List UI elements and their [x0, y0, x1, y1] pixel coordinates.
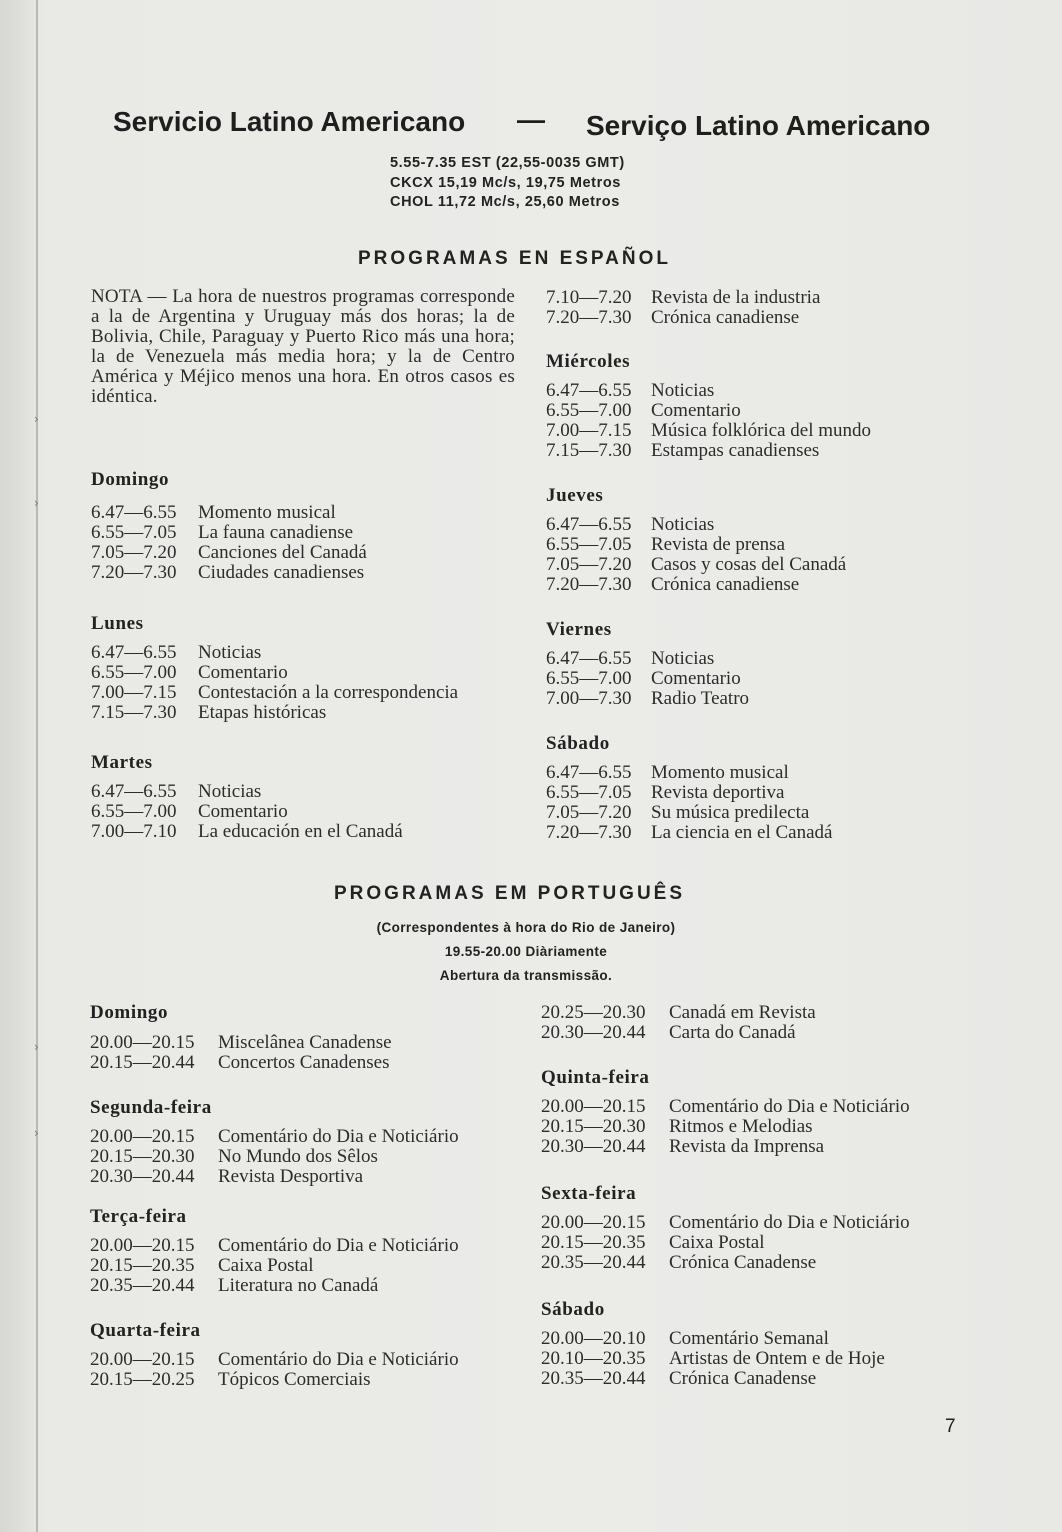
program-title: Canciones del Canadá — [198, 542, 367, 563]
schedule-row — [91, 703, 458, 723]
schedule-row — [546, 288, 820, 308]
time-range: 6.47—6.55 — [546, 648, 632, 669]
schedule-row — [90, 1053, 392, 1073]
program-title: Comentário do Dia e Noticiário — [669, 1096, 910, 1117]
schedule-list — [541, 1213, 910, 1273]
time-range: 7.20—7.30 — [546, 307, 632, 328]
schedule-row — [541, 1003, 816, 1023]
schedule-row — [546, 649, 749, 669]
schedule-row — [546, 421, 871, 441]
program-title: Comentário do Dia e Noticiário — [218, 1349, 459, 1370]
program-title: Crónica Canadense — [669, 1252, 817, 1273]
time-range: 6.47—6.55 — [91, 502, 177, 523]
day-heading: Sábado — [541, 1299, 605, 1320]
schedule-list — [90, 1236, 459, 1296]
title-spanish: Servicio Latino Americano — [113, 106, 466, 137]
schedule-row — [546, 555, 846, 575]
time-range: 7.20—7.30 — [91, 562, 177, 583]
time-range: 20.00—20.15 — [90, 1235, 195, 1256]
schedule-row — [91, 563, 367, 583]
time-range: 6.55—7.00 — [546, 668, 632, 689]
time-range: 20.15—20.30 — [90, 1146, 195, 1167]
section-title-portuguese: PROGRAMAS EM PORTUGUÊS — [334, 883, 686, 904]
program-title: Radio Teatro — [651, 688, 750, 709]
time-range: 7.00—7.30 — [546, 688, 632, 709]
page-number: 7 — [945, 1416, 956, 1437]
program-title: Literatura no Canadá — [218, 1275, 379, 1296]
schedule-row — [546, 308, 820, 328]
schedule-row — [90, 1167, 459, 1187]
schedule-row — [91, 523, 367, 543]
program-title: Revista da Imprensa — [669, 1136, 825, 1157]
schedule-list — [91, 503, 367, 583]
time-range: 6.47—6.55 — [546, 514, 632, 535]
section-title-spanish: PROGRAMAS EN ESPAÑOL — [358, 248, 672, 269]
time-range: 6.47—6.55 — [91, 781, 177, 802]
schedule-row — [91, 683, 458, 703]
title-separator: — — [517, 104, 545, 135]
schedule-row — [90, 1276, 459, 1296]
program-title: Artistas de Ontem e de Hoje — [669, 1348, 885, 1369]
time-range: 6.55—7.00 — [546, 400, 632, 421]
time-range: 20.35—20.44 — [90, 1275, 195, 1296]
program-title: Revista de la industria — [651, 287, 821, 308]
schedule-row — [546, 803, 832, 823]
margin-mark: › — [34, 1126, 39, 1140]
schedule-row — [91, 503, 367, 523]
program-title: Ciudades canadienses — [198, 562, 365, 583]
program-title: Crónica canadiense — [651, 307, 800, 328]
program-title: Concertos Canadenses — [218, 1052, 390, 1073]
time-range: 7.15—7.30 — [91, 702, 177, 723]
day-heading: Quarta-feira — [90, 1320, 201, 1341]
program-title: Miscelânea Canadense — [218, 1032, 392, 1053]
program-title: Momento musical — [198, 502, 336, 523]
schedule-list — [90, 1033, 392, 1073]
time-range: 20.35—20.44 — [541, 1252, 646, 1273]
time-range: 20.30—20.44 — [541, 1022, 646, 1043]
frequency-chol: CHOL 11,72 Mc/s, 25,60 Metros — [390, 194, 620, 210]
program-title: Revista Desportiva — [218, 1166, 364, 1187]
schedule-row — [546, 689, 749, 709]
schedule-list — [541, 1097, 910, 1157]
portuguese-opening: Abertura da transmissão. — [439, 968, 613, 983]
margin-mark: › — [34, 1040, 39, 1054]
schedule-row — [90, 1236, 459, 1256]
page-spine — [36, 0, 38, 1532]
time-range: 7.05—7.20 — [546, 554, 632, 575]
time-range: 20.35—20.44 — [541, 1368, 646, 1389]
schedule-row — [546, 515, 846, 535]
program-title: Noticias — [651, 514, 715, 535]
program-title: Estampas canadienses — [651, 440, 820, 461]
schedule-row — [541, 1253, 910, 1273]
program-title: Caixa Postal — [669, 1232, 765, 1253]
time-range: 20.30—20.44 — [90, 1166, 195, 1187]
schedule-row — [546, 535, 846, 555]
schedule-row — [90, 1033, 392, 1053]
schedule-row — [541, 1349, 885, 1369]
time-range: 20.15—20.25 — [90, 1369, 195, 1390]
schedule-row — [546, 783, 832, 803]
program-title: No Mundo dos Sêlos — [218, 1146, 378, 1167]
schedule-row — [91, 822, 403, 842]
time-range: 20.15—20.35 — [541, 1232, 646, 1253]
time-range: 20.00—20.15 — [90, 1032, 195, 1053]
schedule-list — [91, 643, 458, 723]
schedule-row — [546, 381, 871, 401]
day-heading: Domingo — [90, 1002, 169, 1023]
program-title: Noticias — [198, 642, 262, 663]
day-heading: Jueves — [546, 485, 604, 506]
schedule-list — [546, 515, 846, 595]
program-title: Comentario — [198, 801, 288, 822]
program-title: Comentário do Dia e Noticiário — [218, 1235, 459, 1256]
program-title: La fauna canadiense — [198, 522, 354, 543]
time-range: 20.00—20.15 — [90, 1349, 195, 1370]
schedule-row — [90, 1127, 459, 1147]
time-range: 6.55—7.05 — [91, 522, 177, 543]
day-heading: Martes — [91, 752, 153, 773]
portuguese-subtitle: (Correspondentes à hora do Rio de Janeiro) — [376, 920, 676, 935]
program-title: Su música predilecta — [651, 802, 810, 823]
time-range: 6.47—6.55 — [546, 380, 632, 401]
program-title: Comentário do Dia e Noticiário — [669, 1212, 910, 1233]
time-range: 7.00—7.15 — [546, 420, 632, 441]
schedule-row — [546, 669, 749, 689]
schedule-row — [546, 575, 846, 595]
time-range: 20.00—20.15 — [90, 1126, 195, 1147]
schedule-list — [546, 288, 820, 328]
time-range: 7.20—7.30 — [546, 822, 632, 843]
time-range: 20.15—20.44 — [90, 1052, 195, 1073]
day-heading: Segunda-feira — [90, 1097, 212, 1118]
schedule-list — [90, 1127, 459, 1187]
time-range: 20.30—20.44 — [541, 1136, 646, 1157]
schedule-list — [546, 381, 871, 461]
program-title: Comentario — [651, 668, 741, 689]
schedule-list — [546, 649, 749, 709]
day-heading: Quinta-feira — [541, 1067, 650, 1088]
program-title: Noticias — [651, 648, 715, 669]
day-heading: Lunes — [91, 613, 144, 634]
title-portuguese: Serviço Latino Americano — [586, 110, 931, 141]
schedule-row — [546, 441, 871, 461]
time-range: 7.05—7.20 — [546, 802, 632, 823]
day-heading: Viernes — [546, 619, 612, 640]
program-title: Noticias — [651, 380, 715, 401]
schedule-row — [541, 1117, 910, 1137]
program-title: Momento musical — [651, 762, 789, 783]
schedule-row — [546, 823, 832, 843]
schedule-list — [541, 1329, 885, 1389]
program-title: Carta do Canadá — [669, 1022, 796, 1043]
schedule-list — [546, 763, 832, 843]
broadcast-time: 5.55-7.35 EST (22,55-0035 GMT) — [390, 155, 625, 171]
note-paragraph: NOTA — La hora de nuestros programas corresponde a la de Argentina y Uruguay más dos horas; la de Bolivia, Chile, Paraguay y Puerto Rico más una hora; la de Venezuela más media hora; y la de Centro América y Méjico menos una hora. En otros casos es idéntica. — [91, 286, 515, 407]
time-range: 20.00—20.15 — [541, 1212, 646, 1233]
schedule-row — [91, 802, 403, 822]
schedule-row — [90, 1147, 459, 1167]
time-range: 20.00—20.10 — [541, 1328, 646, 1349]
time-range: 6.55—7.00 — [91, 662, 177, 683]
program-title: Comentário do Dia e Noticiário — [218, 1126, 459, 1147]
schedule-row — [90, 1256, 459, 1276]
program-title: Ritmos e Melodias — [669, 1116, 813, 1137]
time-range: 20.10—20.35 — [541, 1348, 646, 1369]
program-title: Noticias — [198, 781, 262, 802]
time-range: 6.55—7.05 — [546, 534, 632, 555]
schedule-row — [91, 782, 403, 802]
program-title: Música folklórica del mundo — [651, 420, 872, 441]
schedule-row — [546, 763, 832, 783]
day-heading: Domingo — [91, 469, 170, 490]
program-title: Etapas históricas — [198, 702, 327, 723]
time-range: 7.05—7.20 — [91, 542, 177, 563]
day-heading: Sexta-feira — [541, 1183, 637, 1204]
day-heading: Sábado — [546, 733, 610, 754]
program-title: Casos y cosas del Canadá — [651, 554, 847, 575]
margin-mark: › — [34, 412, 39, 426]
program-title: Tópicos Comerciais — [218, 1369, 371, 1390]
schedule-list — [90, 1350, 459, 1390]
time-range: 7.10—7.20 — [546, 287, 632, 308]
program-title: Comentario — [198, 662, 288, 683]
time-range: 20.00—20.15 — [541, 1096, 646, 1117]
program-title: Canadá em Revista — [669, 1002, 816, 1023]
time-range: 7.00—7.15 — [91, 682, 177, 703]
program-title: La ciencia en el Canadá — [651, 822, 833, 843]
portuguese-daily: 19.55-20.00 Diàriamente — [444, 944, 608, 959]
time-range: 6.55—7.00 — [91, 801, 177, 822]
program-title: Contestación a la correspondencia — [198, 682, 459, 703]
schedule-row — [541, 1097, 910, 1117]
program-title: Revista deportiva — [651, 782, 785, 803]
program-title: Comentario — [651, 400, 741, 421]
schedule-row — [541, 1137, 910, 1157]
schedule-row — [91, 663, 458, 683]
program-title: Comentário Semanal — [669, 1328, 829, 1349]
day-heading: Miércoles — [546, 351, 631, 372]
program-title: La educación en el Canadá — [198, 821, 403, 842]
schedule-row — [541, 1023, 816, 1043]
time-range: 6.47—6.55 — [91, 642, 177, 663]
schedule-row — [91, 643, 458, 663]
time-range: 6.55—7.05 — [546, 782, 632, 803]
program-title: Caixa Postal — [218, 1255, 314, 1276]
time-range: 7.15—7.30 — [546, 440, 632, 461]
time-range: 7.00—7.10 — [91, 821, 177, 842]
program-title: Crónica canadiense — [651, 574, 800, 595]
time-range: 7.20—7.30 — [546, 574, 632, 595]
schedule-row — [541, 1369, 885, 1389]
schedule-row — [90, 1370, 459, 1390]
schedule-row — [546, 401, 871, 421]
time-range: 20.15—20.30 — [541, 1116, 646, 1137]
time-range: 20.15—20.35 — [90, 1255, 195, 1276]
frequency-ckcx: CKCX 15,19 Mc/s, 19,75 Metros — [390, 175, 621, 191]
day-heading: Terça-feira — [90, 1206, 187, 1227]
time-range: 20.25—20.30 — [541, 1002, 646, 1023]
schedule-row — [541, 1233, 910, 1253]
time-range: 6.47—6.55 — [546, 762, 632, 783]
program-title: Crónica Canadense — [669, 1368, 817, 1389]
schedule-row — [541, 1329, 885, 1349]
schedule-row — [91, 543, 367, 563]
program-title: Revista de prensa — [651, 534, 786, 555]
schedule-row — [90, 1350, 459, 1370]
schedule-list — [541, 1003, 816, 1043]
margin-mark: › — [34, 496, 39, 510]
schedule-row — [541, 1213, 910, 1233]
schedule-list — [91, 782, 403, 842]
